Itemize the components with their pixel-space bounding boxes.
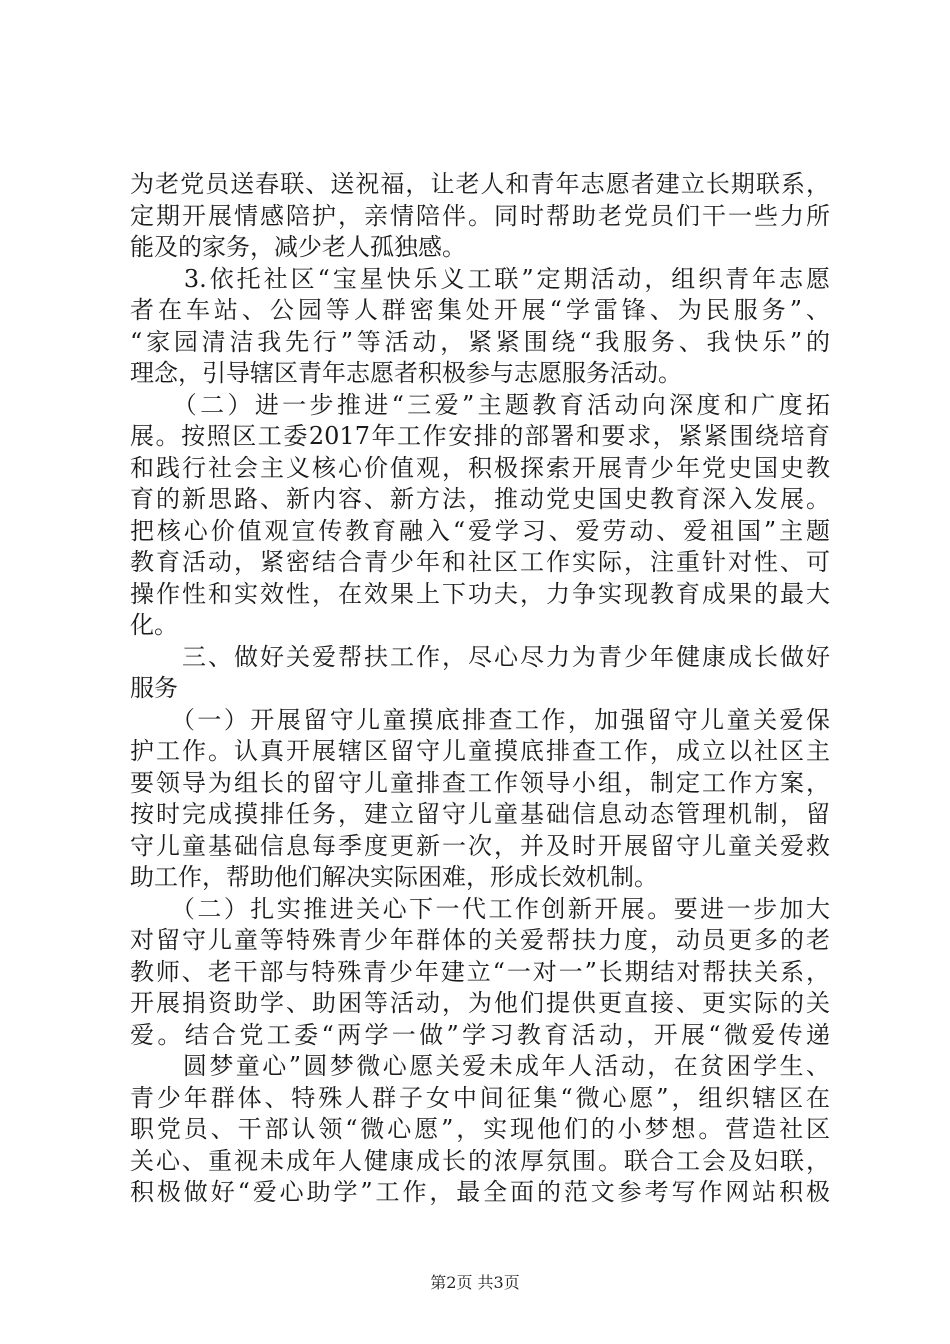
text-line: 青少年群体、特殊人群子女中间征集“微心愿”，组织辖区在 <box>130 1083 830 1112</box>
text-line: “家园清洁我先行”等活动，紧紧围绕“我服务、我快乐”的 <box>130 327 830 356</box>
text-line: 要领导为组长的留守儿童排查工作领导小组，制定工作方案， <box>130 768 830 797</box>
text-line: 开展捐资助学、助困等活动，为他们提供更直接、更实际的关 <box>130 989 830 1017</box>
page-footer: 第2页 共3页 <box>430 1273 520 1292</box>
text-line: 积极做好“爱心助学”工作，最全面的范文参考写作网站积极 <box>130 1178 830 1206</box>
text-line: 能及的家务，减少老人孤独感。 <box>130 233 466 261</box>
text-line: （二）进一步推进“三爱”主题教育活动向深度和广度拓 <box>130 390 830 419</box>
text-line: 定期开展情感陪护，亲情陪伴。同时帮助老党员们干一些力所 <box>130 201 830 230</box>
text-line: 圆梦童心”圆梦微心愿关爱未成年人活动，在贫困学生、 <box>130 1052 830 1080</box>
text-line: 三、做好关爱帮扶工作，尽心尽力为青少年健康成长做好 <box>130 642 830 671</box>
text-line: 按时完成摸排任务，建立留守儿童基础信息动态管理机制，留 <box>130 800 830 828</box>
text-line: 3.依托社区“宝星快乐义工联”定期活动，组织青年志愿 <box>130 264 830 293</box>
text-line: 化。 <box>130 611 178 639</box>
text-line: 教师、老干部与特殊青少年建立“一对一”长期结对帮扶关系， <box>130 957 830 986</box>
text-line: 操作性和实效性，在效果上下功夫，力争实现教育成果的最大 <box>130 579 830 608</box>
text-line: 护工作。认真开展辖区留守儿童摸底排查工作，成立以社区主 <box>130 737 830 765</box>
text-line: （二）扎实推进关心下一代工作创新开展。要进一步加大 <box>130 894 830 923</box>
text-line: 和践行社会主义核心价值观，积极探索开展青少年党史国史教 <box>130 453 830 482</box>
text-line: 为老党员送春联、送祝福，让老人和青年志愿者建立长期联系， <box>130 170 830 198</box>
text-line: 者在车站、公园等人群密集处开展“学雷锋、为民服务”、 <box>130 296 830 324</box>
text-line: 爱。结合党工委“两学一做”学习教育活动，开展“微爱传递 <box>130 1020 830 1049</box>
text-line: 职党员、干部认领“微心愿”，实现他们的小梦想。营造社区 <box>130 1115 830 1143</box>
text-line: 关心、重视未成年人健康成长的浓厚氛围。联合工会及妇联， <box>130 1146 830 1175</box>
text-line: 理念，引导辖区青年志愿者积极参与志愿服务活动。 <box>130 359 682 387</box>
text-line: （一）开展留守儿童摸底排查工作，加强留守儿童关爱保 <box>130 705 830 734</box>
text-line: 助工作，帮助他们解决实际困难，形成长效机制。 <box>130 863 658 891</box>
text-line: 展。按照区工委2017年工作安排的部署和要求，紧紧围绕培育 <box>130 422 830 450</box>
text-line: 育的新思路、新内容、新方法，推动党史国史教育深入发展。 <box>130 485 830 513</box>
text-line: 教育活动，紧密结合青少年和社区工作实际，注重针对性、可 <box>130 548 830 576</box>
text-line: 把核心价值观宣传教育融入“爱学习、爱劳动、爱祖国”主题 <box>130 516 830 545</box>
text-line: 服务 <box>130 674 178 702</box>
text-line: 守儿童基础信息每季度更新一次，并及时开展留守儿童关爱救 <box>130 831 830 860</box>
text-line: 对留守儿童等特殊青少年群体的关爱帮扶力度，动员更多的老 <box>130 926 830 954</box>
